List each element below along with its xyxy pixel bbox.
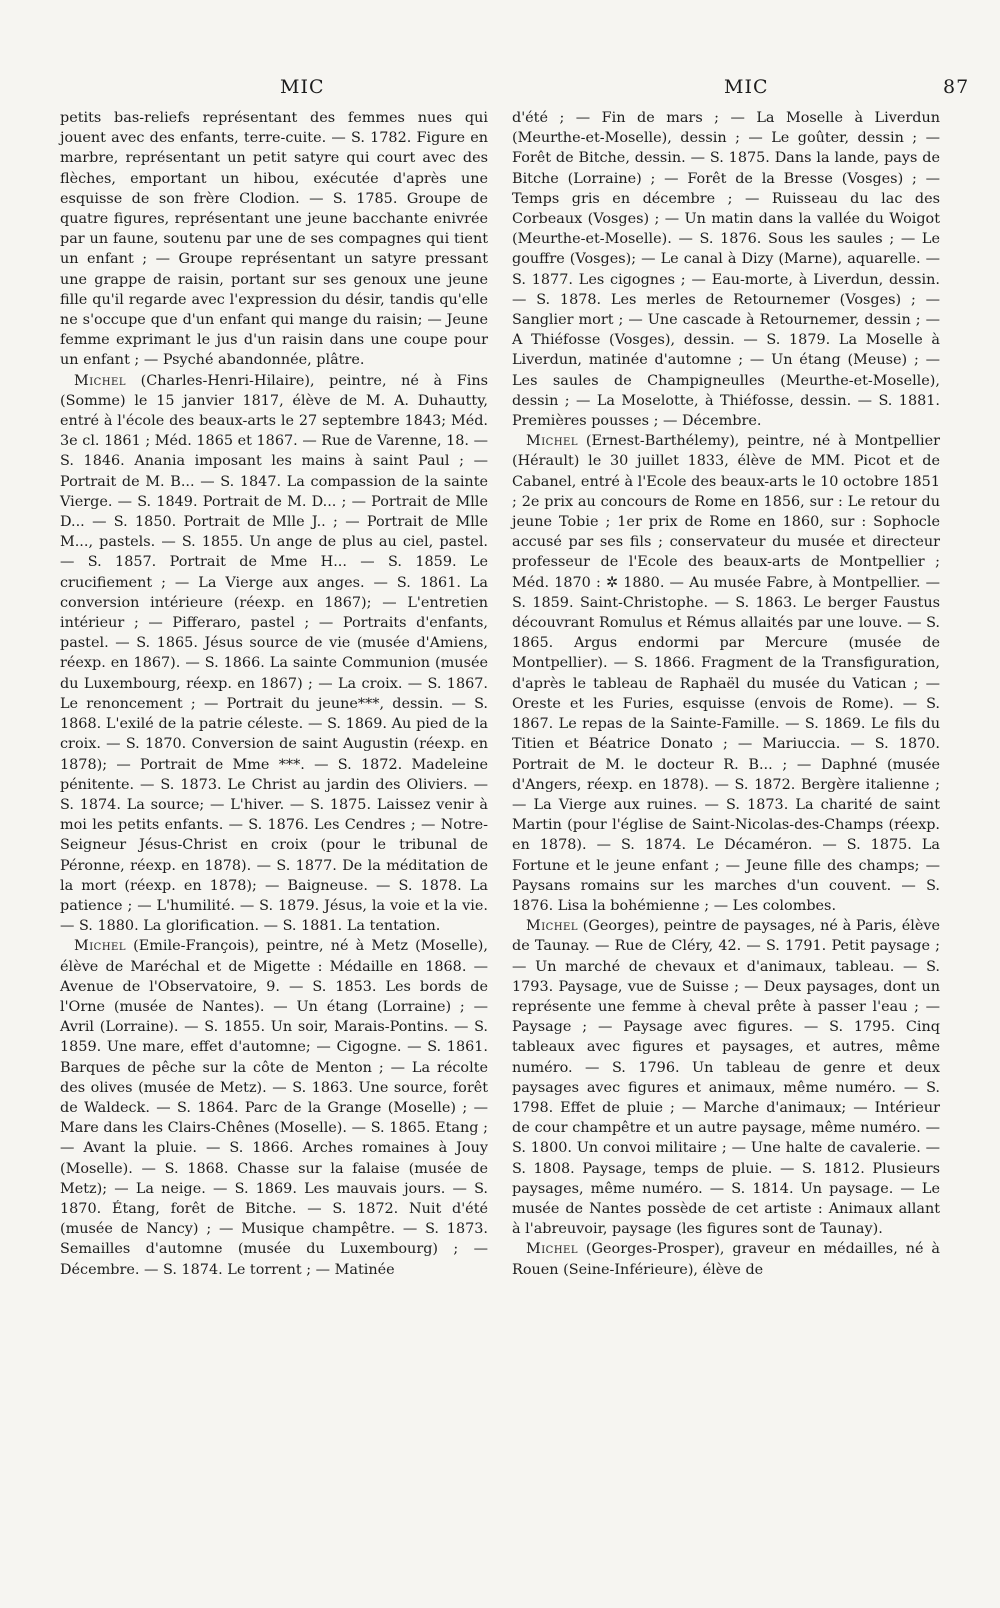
- page-number: 87: [943, 76, 970, 98]
- entry-surname: Michel: [526, 1241, 578, 1258]
- entry-michel-georges: [512, 916, 940, 1239]
- entry-michel-georges-prosper: [512, 1239, 940, 1279]
- entry-michel-ernest-barthelemy: [512, 431, 940, 916]
- entry-michel-charles-henri-hilaire: [60, 371, 488, 937]
- running-head-right: MIC: [724, 76, 769, 98]
- paragraph-continuation: [60, 108, 488, 371]
- entry-surname: Michel: [526, 918, 578, 935]
- left-column: [60, 108, 488, 1280]
- paragraph-continuation: [512, 108, 940, 431]
- entry-text: (Georges-Prosper), graveur en médailles, né à Rouen (Seine-Inférieure), élève de: [512, 1241, 940, 1278]
- entry-text: (Charles-Henri-Hilaire), peintre, né à Fins (Somme) le 15 janvier 1817, élève de M. A. Duhautty, entré à l'école des beaux-arts le 27 septembre 1843; Méd. 3e cl. 1861 ; Méd. 1865 et 1867. — Rue de Varenne, 18. — S. 1846. Anania imposant les mains à saint Paul ; — Portrait de M. B... — S. 1847. La compassion de la sainte Vierge. — S. 1849. Portrait de M. D... ; — Portrait de Mlle D... — S. 1850. Portrait de Mlle J.. ; — Portrait de Mlle M..., pastels. — S. 1855. Un ange de plus au ciel, pastel. — S. 1857. Portrait de Mme H... — S. 1859. Le crucifiement ; — La Vierge aux anges. — S. 1861. La conversion intérieure (réexp. en 1867); — L'entretien intérieur ; — Pifferaro, pastel ; — Portraits d'enfants, pastel. — S. 1865. Jésus source de vie (musée d'Amiens, réexp. en 1867). — S. 1866. La sainte Communion (musée du Luxembourg, réexp. en 1867) ; — La croix. — S. 1867. Le renoncement ; — Portrait du jeune***, dessin. — S. 1868. L'exilé de la patrie céleste. — S. 1869. Au pied de la croix. — S. 1870. Conversion de saint Augustin (réexp. en 1878); — Portrait de Mme ***. — S. 1872. Madeleine pénitente. — S. 1873. Le Christ au jardin des Oliviers. — S. 1874. La source; — L'hiver. — S. 1875. Laissez venir à moi les petits enfants. — S. 1876. Les Cendres ; — Notre-Seigneur Jésus-Christ en croix (pour le tribunal de Péronne, réexp. en 1878). — S. 1877. De la méditation de la mort (réexp. en 1878); — Baigneuse. — S. 1878. La patience ; — L'humilité. — S. 1879. Jésus, la voie et la vie. — S. 1880. La glorification. — S. 1881. La tentation.: [60, 372, 488, 935]
- entry-surname: Michel: [526, 433, 578, 450]
- entry-michel-emile-francois: [60, 936, 488, 1279]
- entry-text: (Georges), peintre de paysages, né à Paris, élève de Taunay. — Rue de Cléry, 42. — S. 1791. Petit paysage ; — Un marché de chevaux et d'animaux, tableau. — S. 1793. Paysage, vue de Suisse ; — Deux paysages, dont un représente une femme à cheval prête à passer l'eau ; — Paysage ; — Paysage avec figures. — S. 1795. Cinq tableaux avec figures et paysages, et autres, même numéro. — S. 1796. Un tableau de genre et deux paysages avec figures et animaux, même numéro. — S. 1798. Effet de pluie ; — Marche d'animaux; — Intérieur de cour champêtre et un autre paysage, même numéro. — S. 1800. Un convoi militaire ; — Une halte de cavalerie. — S. 1808. Paysage, temps de pluie. — S. 1812. Plusieurs paysages, même numéro. — S. 1814. Un paysage. — Le musée de Nantes possède de cet artiste : Animaux allant à l'abreuvoir, paysage (les figures sont de Taunay).: [512, 918, 940, 1238]
- entry-surname: Michel: [74, 938, 126, 955]
- entry-text: (Ernest-Barthélemy), peintre, né à Montpellier (Hérault) le 30 juillet 1833, élève de MM. Picot et de Cabanel, entré à l'Ecole des beaux-arts le 10 octobre 1851 ; 2e prix au concours de Rome en 1856, sur : Le retour du jeune Tobie ; 1er prix de Rome en 1860, sur : Sophocle accusé par ses fils ; conservateur du musée et directeur professeur de l'Ecole des beaux-arts de Montpellier ; Méd. 1870 : ✲ 1880. — Au musée Fabre, à Montpellier. — S. 1859. Saint-Christophe. — S. 1863. Le berger Faustus découvrant Romulus et Rémus allaités par une louve. — S. 1865. Argus endormi par Mercure (musée de Montpellier). — S. 1866. Fragment de la Transfiguration, d'après le tableau de Raphaël du musée du Vatican ; — Oreste et les Furies, esquisse (envois de Rome). — S. 1867. Le repas de la Sainte-Famille. — S. 1869. Le fils du Titien et Béatrice Donato ; — Mariuccia. — S. 1870. Portrait de M. le docteur R. B... ; — Daphné (musée d'Angers, réexp. en 1878). — S. 1872. Bergère italienne ; — La Vierge aux ruines. — S. 1873. La charité de saint Martin (pour l'église de Saint-Nicolas-des-Champs (réexp. en 1878). — S. 1874. Le Décaméron. — S. 1875. La Fortune et le jeune enfant ; — Jeune fille des champs; — Paysans romains sur les marches d'un couvent. — S. 1876. Lisa la bohémienne ; — Les colombes.: [512, 433, 940, 914]
- paragraph-text: d'été ; — Fin de mars ; — La Moselle à Liverdun (Meurthe-et-Moselle), dessin ; — Le goûter, dessin ; — Forêt de Bitche, dessin. — S. 1875. Dans la lande, pays de Bitche (Lorraine) ; — Forêt de la Bresse (Vosges) ; — Temps gris en décembre ; — Ruisseau du lac des Corbeaux (Vosges) ; — Un matin dans la vallée du Woigot (Meurthe-et-Moselle). — S. 1876. Sous les saules ; — Le gouffre (Vosges); — Le canal à Dizy (Marne), aquarelle. — S. 1877. Les cigognes ; — Eau-morte, à Liverdun, dessin. — S. 1878. Les merles de Retournemer (Vosges) ; — Sanglier mort ; — Une cascade à Retournemer, dessin ; — A Thiéfosse (Vosges), dessin. — S. 1879. La Moselle à Liverdun, matinée d'automne ; — Un étang (Meuse) ; — Les saules de Champigneulles (Meurthe-et-Moselle), dessin ; — La Moselotte, à Thiéfosse, dessin. — S. 1881. Premières pousses ; — Décembre.: [512, 110, 940, 430]
- right-column: [512, 108, 940, 1280]
- entry-surname: Michel: [74, 372, 126, 389]
- running-head-left: MIC: [280, 76, 325, 98]
- paragraph-text: petits bas-reliefs représentant des femmes nues qui jouent avec des enfants, terre-cuite. — S. 1782. Figure en marbre, représentant un petit satyre qui court avec des flèches, emportant un hibou, exécutée d'après une esquisse de son frère Clodion. — S. 1785. Groupe de quatre figures, représentant une jeune bacchante enivrée par un faune, soutenu par une de ses compagnes qui tient un enfant ; — Groupe représentant un satyre pressant une grappe de raisin, portant sur ses genoux une jeune fille qu'il regarde avec l'expression du désir, tandis qu'elle ne s'occupe que d'un enfant qui mange du raisin; — Jeune femme exprimant le jus d'un raisin dans une coupe pour un enfant ; — Psyché abandonnée, plâtre.: [60, 110, 488, 369]
- entry-text: (Emile-François), peintre, né à Metz (Moselle), élève de Maréchal et de Migette : Médaille en 1868. — Avenue de l'Observatoire, 9. — S. 1853. Les bords de l'Orne (musée de Nantes). — Un étang (Lorraine) ; — Avril (Lorraine). — S. 1855. Un soir, Marais-Pontins. — S. 1859. Une mare, effet d'automne; — Cigogne. — S. 1861. Barques de pêche sur la côte de Menton ; — La récolte des olives (musée de Metz). — S. 1863. Une source, forêt de Waldeck. — S. 1864. Parc de la Grange (Moselle) ; — Mare dans les Clairs-Chênes (Moselle). — S. 1865. Etang ; — Avant la pluie. — S. 1866. Arches romaines à Jouy (Moselle). — S. 1868. Chasse sur la falaise (musée de Metz); — La neige. — S. 1869. Les mauvais jours. — S. 1870. Étang, forêt de Bitche. — S. 1872. Nuit d'été (musée de Nancy) ; — Musique champêtre. — S. 1873. Semailles d'automne (musée du Luxembourg) ; — Décembre. — S. 1874. Le torrent ; — Matinée: [60, 938, 488, 1278]
